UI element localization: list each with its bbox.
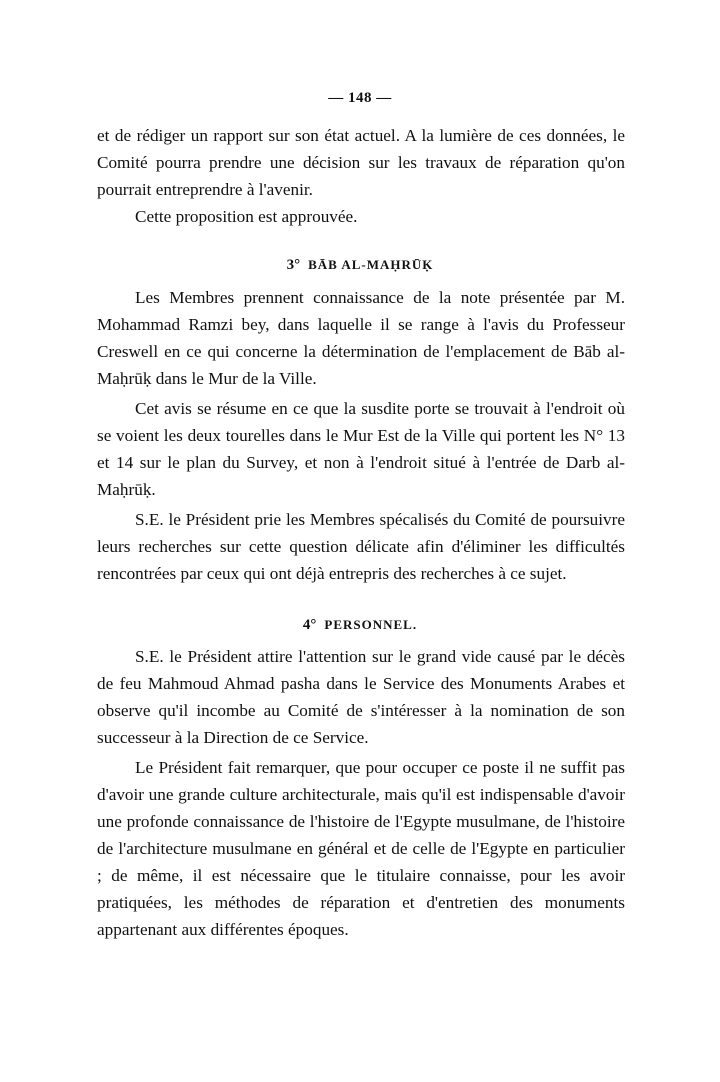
section-3-number: 3° bbox=[286, 257, 301, 273]
section-4-paragraph-1: S.E. le Président attire l'attention sur le grand vide causé par le décès de feu Mahmoud Ahmad pasha dans le Service des Monuments Arabes et observe qu'il incombe au Comité de s'intéresser à la nomination de son successeur à la Direction de ce Service. bbox=[97, 647, 625, 747]
section-4-paragraph-2: Le Président fait remarquer, que pour occuper ce poste il ne suffit pas d'avoir une grande culture architecturale, mais qu'il est indispensable d'avoir une profonde connaissance de l'histoire de l'Egypte musulmane, de l'histoire de l'architecture musulmane en général et de celle de l'Egypte en particulier ; de même, il est nécessaire que le titulaire connaisse, pour les avoir pratiquées, les méthodes de réparation et d'entretien des monuments appartenant aux différentes époques. bbox=[97, 758, 625, 939]
intro-block bbox=[97, 122, 625, 230]
section-3-heading bbox=[0, 257, 720, 274]
page-number: — 148 — bbox=[328, 90, 392, 106]
section-3-title: BĀB AL-MAḤRŪḲ bbox=[308, 257, 434, 272]
section-4-number: 4° bbox=[302, 617, 317, 633]
section-3-paragraph-3: S.E. le Président prie les Membres spécalisés du Comité de poursuivre leurs recherches sur cette question délicate afin d'éliminer les difficultés rencontrées par ceux qui ont déjà entrepris des recherches à ce sujet. bbox=[97, 510, 625, 583]
section-3-paragraph-2: Cet avis se résume en ce que la susdite porte se trouvait à l'endroit où se voient les deux tourelles dans le Mur Est de la Ville qui portent les N° 13 et 14 sur le plan du Survey, et non à l'endroit situé à l'entrée de Darb al-Maḥrūḳ. bbox=[97, 399, 625, 499]
section-4-body bbox=[97, 643, 625, 943]
intro-paragraph-1: et de rédiger un rapport sur son état actuel. A la lumière de ces données, le Comité pourra prendre une décision sur les travaux de réparation qu'on pourrait entreprendre à l'avenir. bbox=[97, 126, 625, 199]
section-3-body bbox=[97, 284, 625, 587]
section-3-paragraph-1: Les Membres prennent connaissance de la note présentée par M. Mohammad Ramzi bey, dans laquelle il se range à l'avis du Professeur Creswell en ce qui concerne la détermination de l'emplacement de Bāb al-Maḥrūḳ dans le Mur de la Ville. bbox=[97, 288, 625, 388]
section-4-title: PERSONNEL. bbox=[324, 617, 418, 632]
section-4-heading bbox=[0, 617, 720, 634]
intro-paragraph-2: Cette proposition est approuvée. bbox=[135, 207, 358, 226]
